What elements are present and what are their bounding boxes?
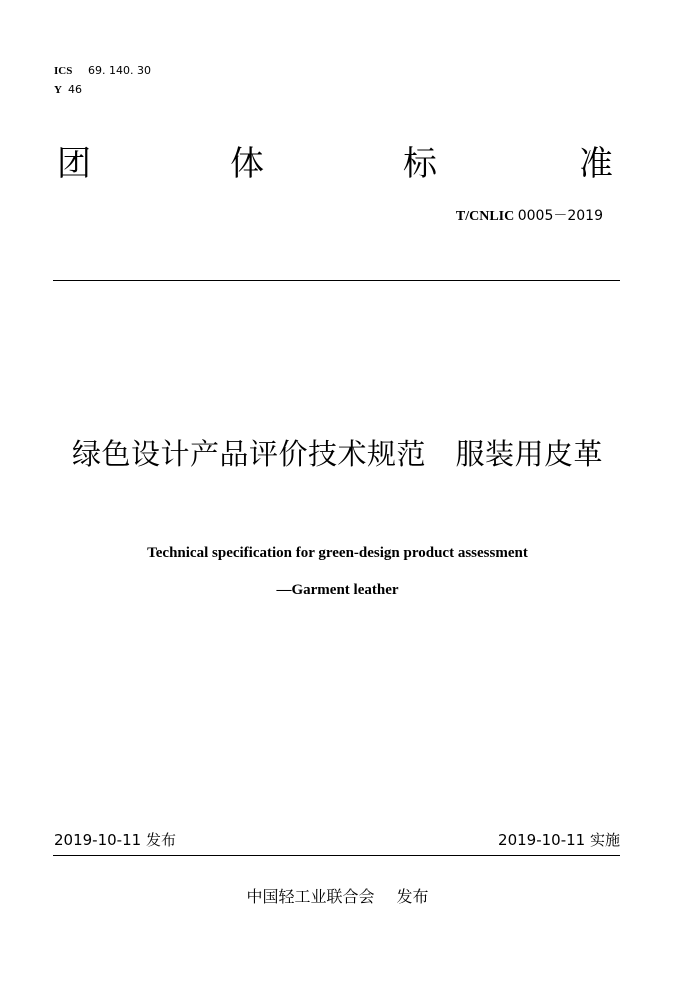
ics-value: 69. 140. 30 (88, 64, 151, 77)
standard-number (380, 207, 603, 226)
implement-date: 2019-10-11 实施 (498, 831, 620, 849)
header-divider (53, 280, 620, 281)
standard-number-suffix: 0005－2019 (517, 208, 603, 224)
heading-char-1: 团 (57, 144, 91, 184)
classification-block (54, 64, 151, 97)
chinese-title: 绿色设计产品评价技术规范 服装用皮革 (71, 437, 603, 471)
heading-char-4: 准 (579, 144, 613, 184)
english-title-line1: Technical specification for green-design product assessment (147, 545, 528, 561)
ics-row (54, 64, 151, 78)
publisher-action: 发布 (396, 887, 429, 906)
standard-number-prefix: T/CNLIC (455, 209, 515, 224)
english-title-line2: —Garment leather (276, 582, 399, 598)
heading-char-3: 标 (403, 144, 437, 184)
publish-date: 2019-10-11 发布 (54, 831, 176, 849)
footer-divider (53, 855, 620, 856)
publisher-name: 中国轻工业联合会 (246, 887, 375, 906)
heading-char-2: 体 (230, 144, 264, 184)
ccs-value: 46 (68, 83, 82, 96)
ccs-row (54, 83, 151, 97)
ics-label: ICS (54, 65, 73, 77)
ccs-label: Y (54, 84, 62, 96)
publisher-line (0, 886, 675, 908)
